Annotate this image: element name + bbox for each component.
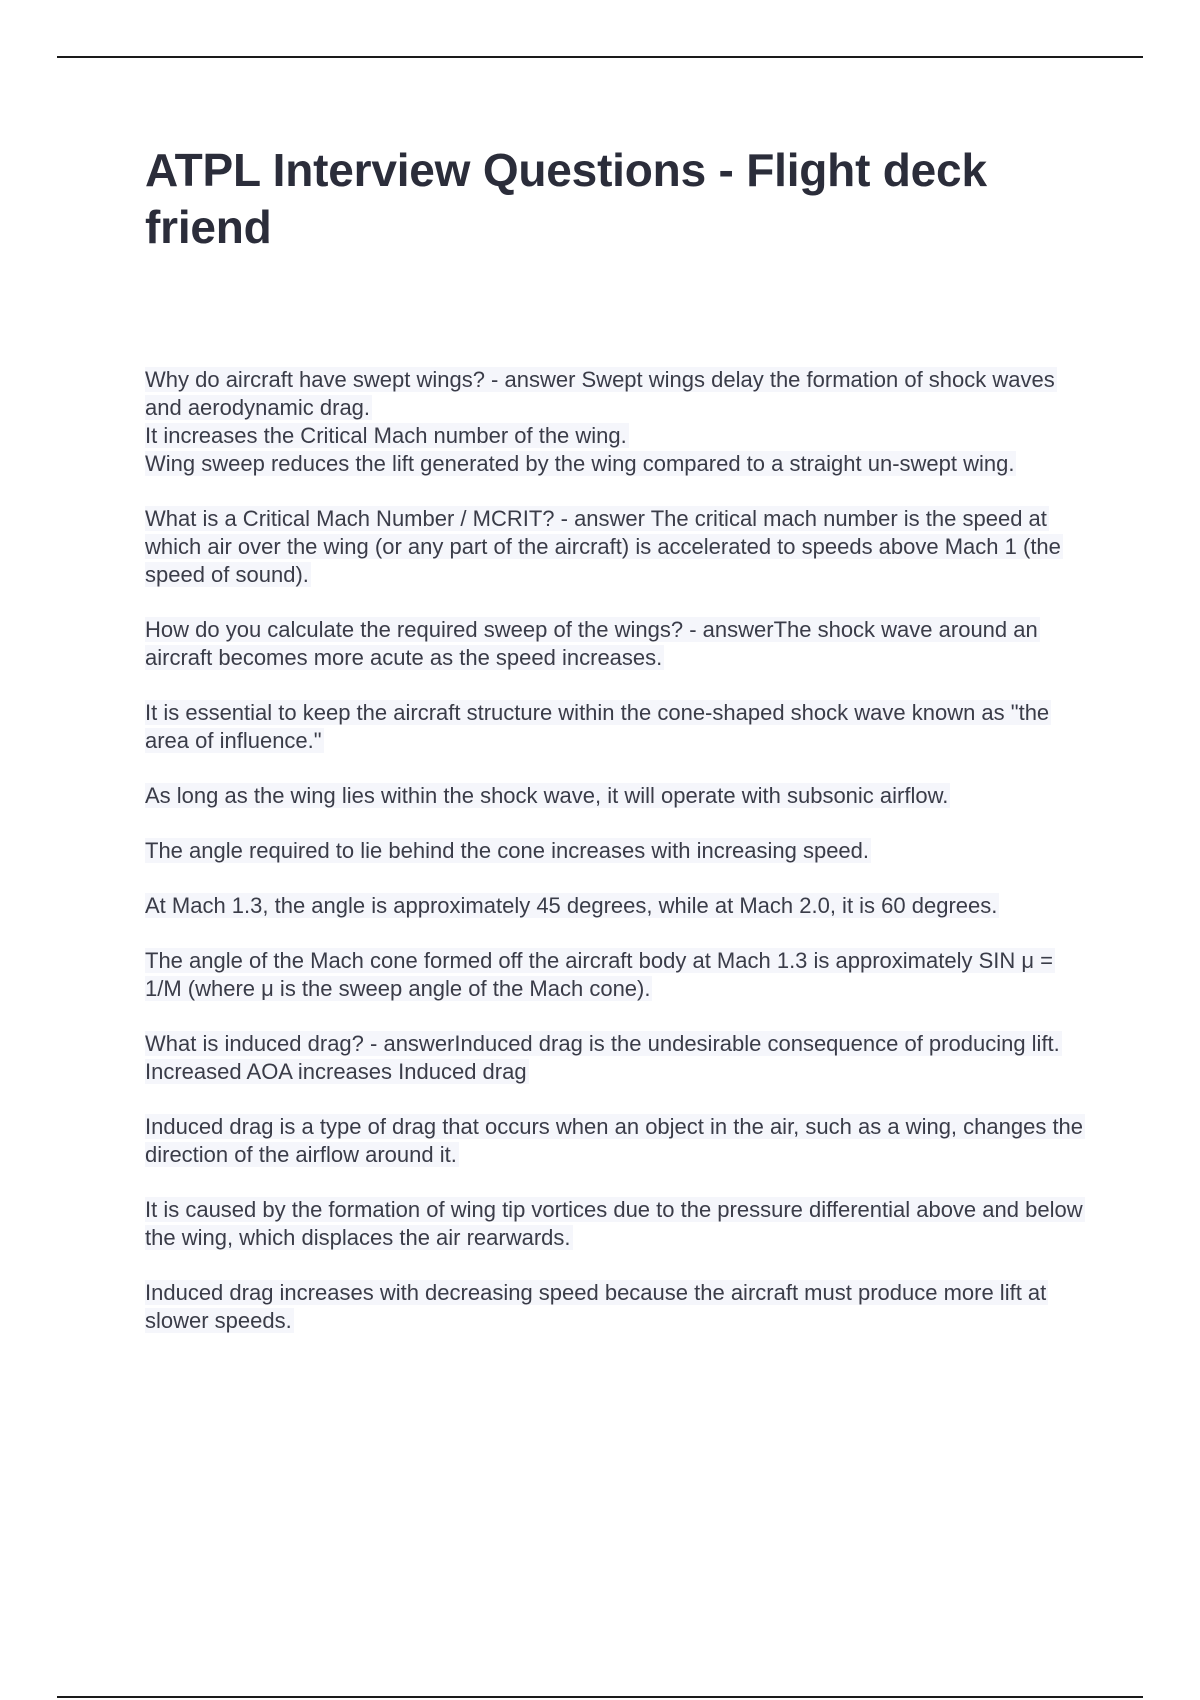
paragraph-line: What is a Critical Mach Number / MCRIT? - answer The critical mach number is the speed at which air over the wing (or any part of the aircraft) is accelerated to speeds above Mach 1 (the speed of sound). — [145, 506, 1061, 587]
paragraph-required-sweep — [145, 616, 1085, 672]
paragraph-line: What is induced drag? - answerInduced drag is the undesirable consequence of producing lift. — [145, 1031, 1060, 1056]
paragraph-line: Why do aircraft have swept wings? - answer Swept wings delay the formation of shock waves and aerodynamic drag. — [145, 367, 1055, 420]
paragraph-line: How do you calculate the required sweep of the wings? - answerThe shock wave around an aircraft becomes more acute as the speed increases. — [145, 617, 1038, 670]
paragraph-swept-wings — [145, 366, 1085, 478]
bottom-rule — [57, 1696, 1143, 1698]
document-title: ATPL Interview Questions - Flight deck friend — [145, 144, 987, 253]
paragraph-line: At Mach 1.3, the angle is approximately 45 degrees, while at Mach 2.0, it is 60 degrees. — [145, 893, 998, 918]
paragraph-line: Induced drag is a type of drag that occurs when an object in the air, such as a wing, changes the direction of the airflow around it. — [145, 1114, 1084, 1167]
paragraph-line: The angle required to lie behind the cone increases with increasing speed. — [145, 838, 870, 863]
paragraph-decreasing-speed — [145, 1279, 1085, 1335]
paragraph-angle-speed — [145, 837, 1085, 865]
paragraph-line: As long as the wing lies within the shock wave, it will operate with subsonic airflow. — [145, 783, 949, 808]
top-rule — [57, 56, 1143, 58]
paragraph-line: Induced drag increases with decreasing speed because the aircraft must produce more lift at slower speeds. — [145, 1280, 1047, 1333]
paragraph-mach-cone-formula — [145, 947, 1085, 1003]
paragraph-induced-drag — [145, 1030, 1085, 1086]
document-body — [145, 366, 1085, 1362]
paragraph-line: It is caused by the formation of wing tip vortices due to the pressure differential above and below the wing, which displaces the air rearwards. — [145, 1197, 1083, 1250]
paragraph-line: It is essential to keep the aircraft structure within the cone-shaped shock wave known as "the area of influence." — [145, 700, 1050, 753]
paragraph-area-of-influence — [145, 699, 1085, 755]
paragraph-critical-mach — [145, 505, 1085, 589]
paragraph-line: The angle of the Mach cone formed off the aircraft body at Mach 1.3 is approximately SIN μ = 1/M (where μ is the sweep angle of the Mach cone). — [145, 948, 1054, 1001]
paragraph-subsonic-airflow — [145, 782, 1085, 810]
paragraph-line: Increased AOA increases Induced drag — [145, 1059, 527, 1084]
paragraph-mach-angles — [145, 892, 1085, 920]
paragraph-wing-tip-vortices — [145, 1196, 1085, 1252]
paragraph-induced-drag-definition — [145, 1113, 1085, 1169]
paragraph-line: Wing sweep reduces the lift generated by the wing compared to a straight un-swept wing. — [145, 451, 1015, 476]
paragraph-line: It increases the Critical Mach number of the wing. — [145, 423, 627, 448]
